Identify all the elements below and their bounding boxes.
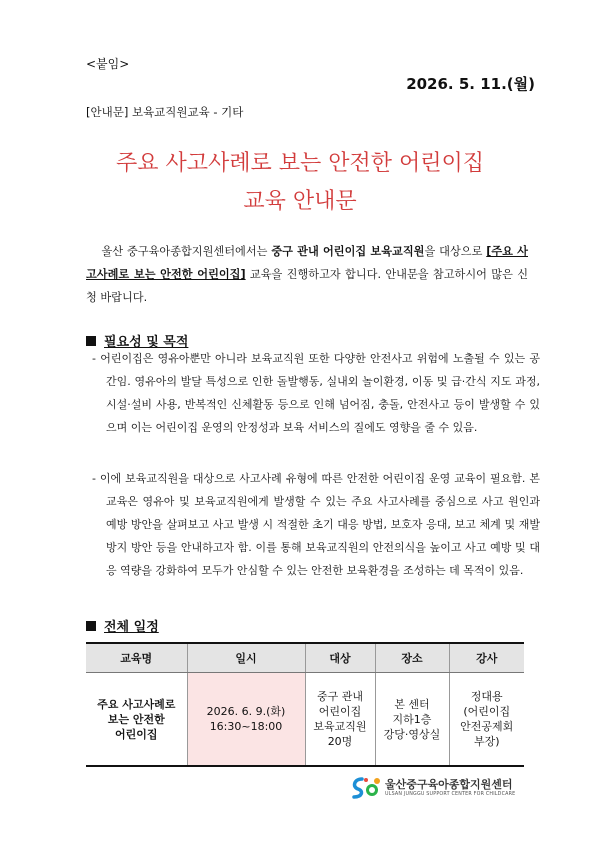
intro-text-3: 교육을 진행하고자 합니다. 안내문을 참고하시어 많은 신청 바랍니다. (86, 268, 529, 304)
cell-datetime: 2026. 6. 9.(화) 16:30~18:00 (187, 673, 305, 767)
cell-target: 중구 관내 어린이집 보육교직원 20명 (305, 673, 375, 767)
cell-course-name: 주요 사고사례로 보는 안전한 어린이집 (86, 673, 187, 767)
intro-course-title: [주요 사고사례로 보는 안전한 어린이집] (86, 245, 528, 281)
table-header-target: 대상 (305, 643, 375, 673)
table-header-instructor: 강사 (449, 643, 524, 673)
cell-instructor: 정대용 (어린이집 안전공제회 부장) (449, 673, 524, 767)
section-heading-label: 전체 일정 (104, 620, 159, 635)
square-bullet-icon (86, 336, 96, 346)
title-line-2: 교육 안내문 (243, 189, 357, 214)
cell-place: 본 센터 지하1층 강당·영상실 (375, 673, 449, 767)
document-category: [안내문] 보육교직원교육 - 기타 (86, 105, 244, 119)
document-date: 2026. 5. 11.(월) (406, 75, 535, 93)
intro-text-2: 을 대상으로 (424, 245, 487, 258)
center-name: 울산중구육아종합지원센터 (385, 778, 513, 791)
center-logo-icon (350, 775, 382, 805)
table-header-row (86, 643, 524, 673)
attachment-label: <붙임> (86, 57, 130, 71)
table-header-course: 교육명 (86, 643, 187, 673)
section-heading-schedule (86, 616, 159, 635)
schedule-table (86, 642, 524, 767)
purpose-bullet-1: - 어린이집은 영유아뿐만 아니라 보육교직원 또한 다양한 안전사고 위험에 노출될 수 있는 공간임. 영유아의 발달 특성으로 인한 돌발행동, 실내외 놀이환경, 이동 및 급·간식 지도 과정, 시설·설비 사용, 반복적인 신체활동 등으로 인해 넘어짐, 충돌, 안전사고 등이 발생할 수 있으며 이는 어린이집 운영의 안정성과 보육 서비스의 질에도 영향을 줄 수 있음. (92, 352, 540, 434)
table-header-place: 장소 (375, 643, 449, 673)
center-name-english: ULSAN JUNGGU SUPPORT CENTER FOR CHILDCARE (385, 792, 516, 797)
intro-text-1: 울산 중구육아종합지원센터에서는 (101, 245, 272, 258)
title-line-1: 주요 사고사례로 보는 안전한 어린이집 (115, 151, 484, 176)
square-bullet-icon (86, 621, 96, 631)
intro-target-bold: 중구 관내 어린이집 보육교직원 (271, 245, 425, 258)
table-header-datetime: 일시 (187, 643, 305, 673)
table-row (86, 673, 524, 767)
purpose-bullet-2: - 이에 보육교직원을 대상으로 사고사례 유형에 따른 안전한 어린이집 운영 교육이 필요함. 본 교육은 영유아 및 보육교직원에게 발생할 수 있는 주요 사고사례를 중심으로 사고 원인과 예방 방안을 살펴보고 사고 발생 시 적절한 초기 대응 방법, 보호자 응대, 보고 체계 및 재발 방지 방안 등을 안내하고자 함. 이를 통해 보육교직원의 안전의식을 높이고 사고 예방 및 대응 역량을 강화하여 모두가 안심할 수 있는 안전한 보육환경을 조성하는 데 목적이 있음. (92, 472, 540, 577)
intro-paragraph (86, 240, 528, 309)
section-heading-label: 필요성 및 목적 (104, 335, 189, 350)
